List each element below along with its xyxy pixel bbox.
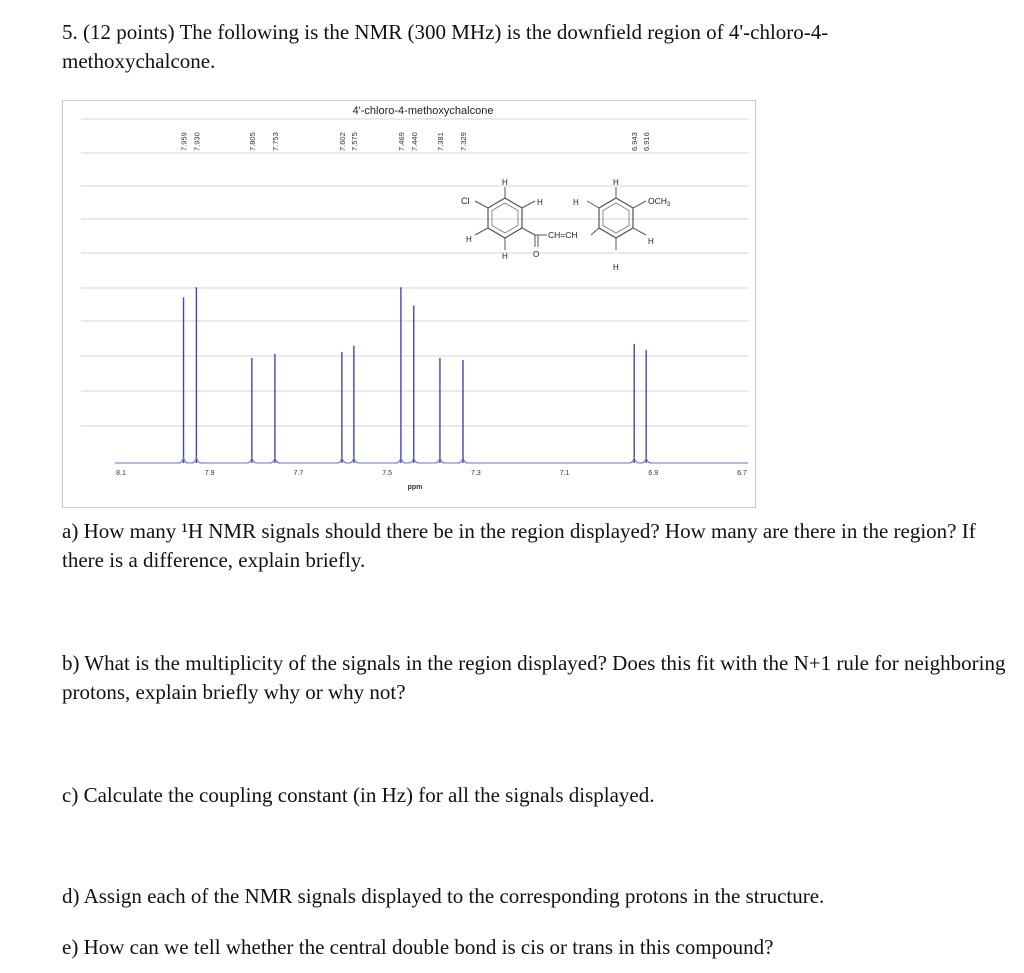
question-d: d) Assign each of the NMR signals displayed to the corresponding protons in the structure. (62, 884, 825, 908)
chart-title: 4'-chloro-4-methoxychalcone (352, 105, 494, 117)
peak-label: 7.440 (409, 132, 419, 151)
peak-label: 7.381 (435, 132, 445, 151)
x-tick-label: 7.3 (470, 470, 481, 477)
structure-label-h: H (648, 237, 654, 246)
structure-label-h: H (613, 263, 619, 272)
peak-label: 7.959 (179, 132, 189, 151)
nmr-spectrum-chart (63, 101, 757, 509)
peak-label: 7.805 (247, 132, 257, 151)
spectrum-peaks (184, 287, 647, 463)
peak-label: 7.469 (396, 132, 406, 151)
structure-label-h: H (502, 252, 508, 261)
x-tick-label: 7.9 (204, 470, 215, 477)
x-tick-label: 6.7 (737, 470, 747, 477)
peak-label: 7.930 (192, 132, 202, 151)
question-e: e) How can we tell whether the central double bond is cis or trans in this compound? (62, 935, 774, 959)
x-axis-tick-labels (116, 470, 747, 477)
structure-label-h: H (613, 178, 619, 187)
x-tick-label: 7.5 (382, 470, 393, 477)
chart-gridlines (81, 119, 749, 426)
question-intro: 5. (12 points) The following is the NMR (300 MHz) is the downfield region of 4'-chloro-4-methoxychalcone. (62, 20, 829, 73)
x-tick-label: 6.9 (648, 470, 659, 477)
structure-label-och3: $OCH_3$ (648, 196, 671, 208)
peak-label: 7.575 (349, 132, 359, 151)
spectrum-trace (115, 457, 748, 463)
peak-label: 7.753 (270, 132, 280, 151)
peak-label: 7.329 (458, 132, 468, 151)
x-tick-label: 8.1 (116, 470, 126, 477)
x-axis-label: ppm (407, 484, 423, 491)
question-b: b) What is the multiplicity of the signals in the region displayed? Does this fit with the N+1 rule for neighboring protons, explain briefly why or why not? (62, 651, 1006, 704)
structure-label-h: H (466, 235, 472, 244)
structure-linker: CH=CH (548, 230, 578, 240)
x-tick-label: 7.1 (559, 470, 570, 477)
structure-label-h: H (573, 198, 579, 207)
chemical-structure (461, 178, 671, 272)
peak-label: 7.602 (337, 132, 347, 151)
question-c: c) Calculate the coupling constant (in Hz) for all the signals displayed. (62, 783, 655, 807)
x-tick-label: 7.7 (293, 470, 304, 477)
peak-label: 6.916 (642, 132, 652, 151)
structure-label-o: O (533, 250, 540, 259)
peak-label: 6.943 (630, 132, 640, 151)
structure-label-h: H (537, 198, 543, 207)
structure-label-cl: Cl (461, 196, 470, 206)
peak-labels (180, 132, 652, 151)
structure-label-h: H (502, 178, 508, 187)
nmr-spectrum-figure (62, 100, 756, 508)
question-a: a) How many ¹H NMR signals should there be in the region displayed? How many are there in the region? If there is a difference, explain briefly. (62, 519, 976, 572)
